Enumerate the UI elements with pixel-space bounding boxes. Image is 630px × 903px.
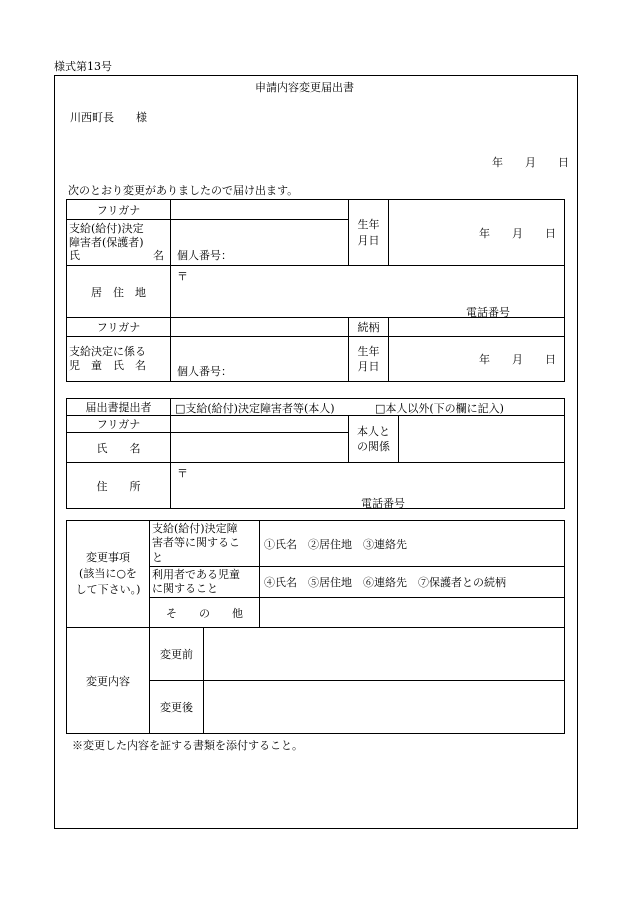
before-label: 変更前 bbox=[160, 648, 193, 661]
address-label: 居 住 地 bbox=[91, 285, 146, 299]
cat3-label: そ の 他 bbox=[166, 606, 243, 620]
submitter-table bbox=[66, 398, 565, 509]
change-items-label-1: 変更事項 bbox=[86, 551, 130, 565]
cat2-options[interactable] bbox=[260, 567, 565, 598]
child-birth-date: 年 月 日 bbox=[479, 353, 556, 366]
form-number: 様式第13号 bbox=[54, 60, 112, 73]
relation-label-cell bbox=[349, 318, 389, 337]
intro-text: 次のとおり変更がありましたので届け出ます。 bbox=[68, 184, 299, 197]
cat2-label-1: 利用者である児童 bbox=[152, 567, 240, 581]
child-name-input[interactable] bbox=[171, 337, 349, 382]
postal-mark: 〒 bbox=[177, 270, 188, 283]
child-label-line1: 支給決定に係る bbox=[69, 345, 146, 359]
submission-date: 年 月 日 bbox=[492, 156, 569, 169]
change-table bbox=[66, 520, 565, 734]
birth-label-1: 生年 bbox=[357, 218, 380, 232]
child-name-label bbox=[67, 337, 171, 382]
option-other-checkbox[interactable]: □本人以外(下の欄に記入) bbox=[375, 402, 504, 415]
child-my-number-label: 個人番号： bbox=[177, 365, 232, 378]
submitter-relation-label-cell bbox=[349, 416, 399, 463]
submitter-postal-mark: 〒 bbox=[177, 467, 188, 480]
submitter-name-label: 氏 名 bbox=[96, 441, 141, 455]
submitter-name-input[interactable] bbox=[171, 433, 349, 463]
cat3-label-cell bbox=[150, 598, 260, 628]
submitter-relation-label-1: 本人と bbox=[357, 424, 390, 438]
form-title: 申請内容変更届出書 bbox=[255, 81, 354, 94]
cat1-label-2: 害者等に関するこ bbox=[152, 536, 240, 550]
birth-date-cell[interactable] bbox=[389, 200, 565, 266]
change-content-label: 変更内容 bbox=[86, 674, 130, 688]
cat2-options-text: ④氏名 ⑤居住地 ⑥連絡先 ⑦保護者との続柄 bbox=[264, 576, 506, 589]
cat2-label bbox=[150, 567, 260, 598]
child-birth-label-1: 生年 bbox=[357, 344, 380, 358]
submitter-name-label-cell bbox=[67, 433, 171, 463]
cat2-label-2: に関すること bbox=[152, 582, 218, 595]
submitter-address-label: 住 所 bbox=[96, 479, 141, 493]
after-input[interactable] bbox=[204, 681, 565, 734]
furigana-label-cell bbox=[67, 200, 171, 220]
change-items-label-cell bbox=[67, 521, 150, 628]
furigana-label: フリガナ bbox=[96, 203, 141, 217]
submitter-phone-label: 電話番号 bbox=[361, 497, 405, 510]
cat1-label-3: と bbox=[152, 550, 163, 564]
submitter-address-input[interactable] bbox=[171, 463, 565, 509]
submitter-furigana-input[interactable] bbox=[171, 416, 349, 433]
applicant-table bbox=[66, 199, 565, 382]
recipient-label-line2: 障害者(保護者) bbox=[69, 235, 144, 249]
recipient-name-label bbox=[67, 220, 171, 266]
phone-label: 電話番号 bbox=[466, 306, 510, 319]
change-items-label-3: して下さい。) bbox=[75, 582, 141, 596]
cat1-label-1: 支給(給付)決定障 bbox=[152, 522, 238, 535]
address-label-cell bbox=[67, 266, 171, 318]
addressee: 川西町長 様 bbox=[70, 111, 147, 124]
submitter-furigana-label-cell bbox=[67, 416, 171, 433]
recipient-label-shi: 氏 bbox=[69, 249, 80, 263]
child-furigana-label: フリガナ bbox=[96, 321, 141, 334]
after-label-cell bbox=[150, 681, 204, 734]
furigana-input[interactable] bbox=[171, 200, 349, 220]
recipient-name-input[interactable] bbox=[171, 220, 349, 266]
submitter-relation-label-2: の関係 bbox=[357, 440, 390, 453]
relation-input[interactable] bbox=[389, 318, 565, 337]
cat1-options[interactable] bbox=[260, 521, 565, 567]
relation-label: 続柄 bbox=[357, 321, 380, 334]
child-furigana-label-cell bbox=[67, 318, 171, 337]
submitter-label-cell bbox=[67, 399, 171, 416]
child-label-line2: 児 童 氏 名 bbox=[69, 359, 146, 372]
option-self-checkbox[interactable]: □支給(給付)決定障害者等(本人) bbox=[175, 402, 335, 415]
submitter-furigana-label: フリガナ bbox=[96, 418, 141, 431]
change-content-label-cell bbox=[67, 628, 150, 734]
footnote: ※変更した内容を証する書類を添付すること。 bbox=[72, 739, 303, 752]
cat1-options-text: ①氏名 ②居住地 ③連絡先 bbox=[264, 537, 407, 551]
child-birth-label-2: 月日 bbox=[357, 360, 380, 373]
submitter-label: 届出書提出者 bbox=[85, 401, 152, 414]
before-label-cell bbox=[150, 628, 204, 681]
recipient-label-mei: 名 bbox=[153, 249, 164, 263]
submitter-options bbox=[171, 399, 565, 416]
before-input[interactable] bbox=[204, 628, 565, 681]
recipient-label-line1: 支給(給付)決定 bbox=[69, 221, 144, 235]
birth-label-cell bbox=[349, 200, 389, 266]
address-input[interactable] bbox=[171, 266, 565, 318]
my-number-label: 個人番号： bbox=[177, 249, 232, 262]
submitter-address-label-cell bbox=[67, 463, 171, 509]
child-birth-label-cell bbox=[349, 337, 389, 382]
change-items-label-2: (該当に○を bbox=[79, 567, 137, 581]
submitter-relation-input[interactable] bbox=[399, 416, 565, 463]
child-birth-date-cell[interactable] bbox=[389, 337, 565, 382]
child-furigana-input[interactable] bbox=[171, 318, 349, 337]
after-label: 変更後 bbox=[160, 701, 193, 714]
birth-date: 年 月 日 bbox=[479, 226, 556, 240]
cat3-input[interactable] bbox=[260, 598, 565, 628]
birth-label-2: 月日 bbox=[357, 233, 380, 247]
cat1-label bbox=[150, 521, 260, 567]
